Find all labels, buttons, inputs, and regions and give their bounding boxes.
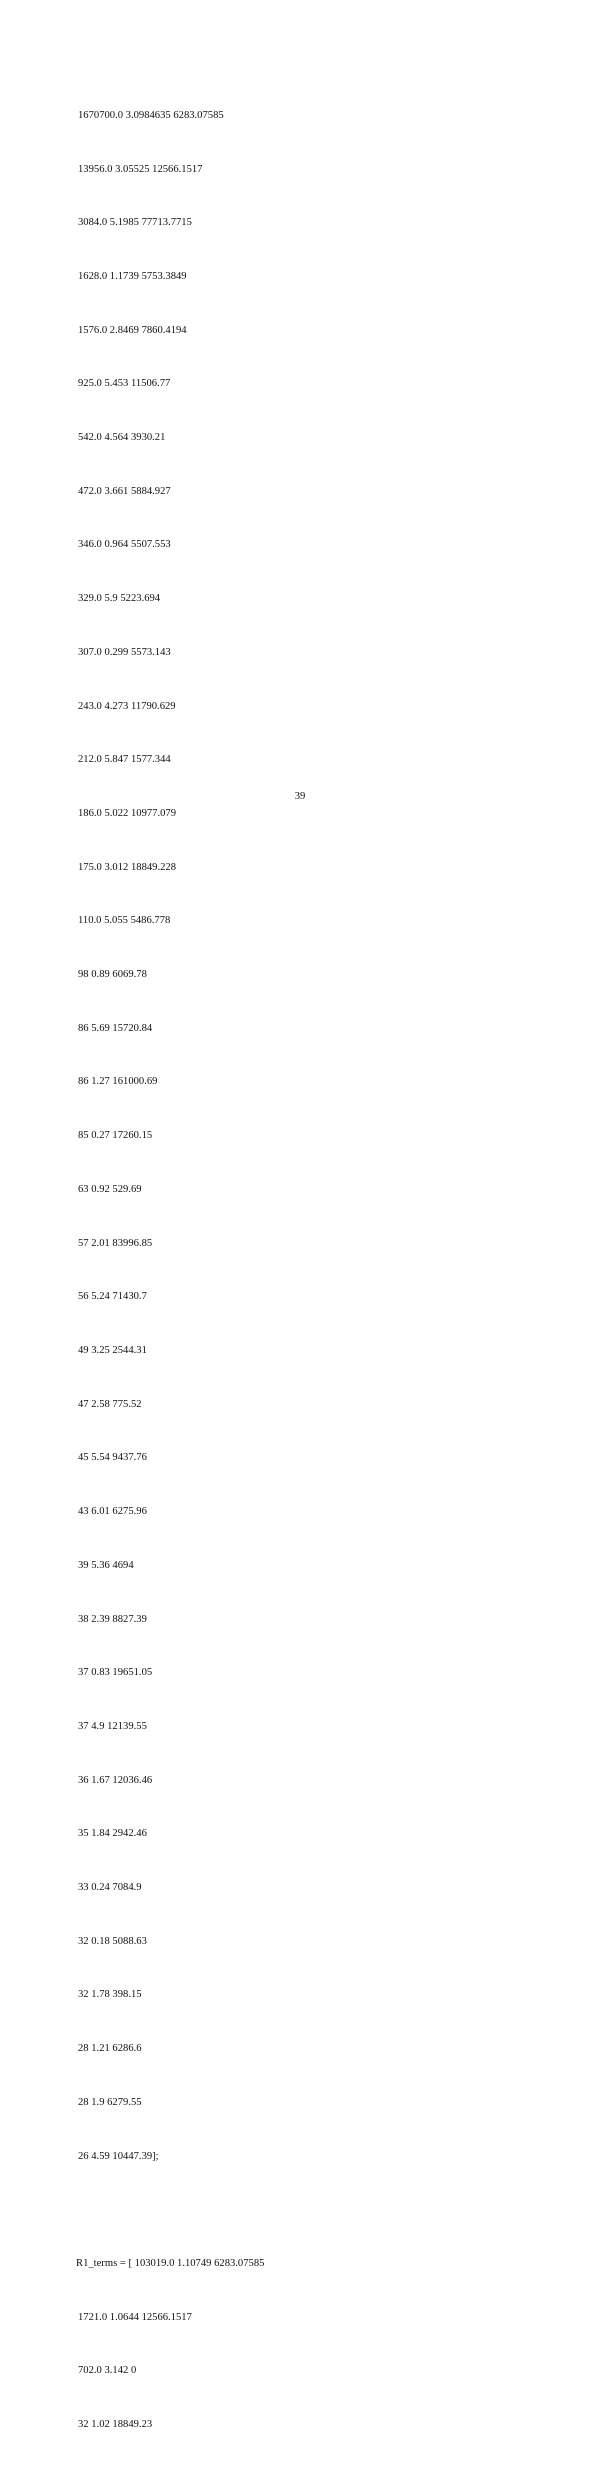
code-line: 98 0.89 6069.78 — [78, 969, 147, 981]
code-line: 32 1.78 398.15 — [78, 1989, 142, 2001]
code-line: 3084.0 5.1985 77713.7715 — [78, 217, 192, 229]
code-line: 1721.0 1.0644 12566.1517 — [78, 2311, 192, 2323]
code-line: 86 5.69 15720.84 — [78, 1022, 153, 1034]
code-line: 243.0 4.273 11790.629 — [78, 700, 176, 712]
code-line: 26 4.59 10447.39]; — [78, 2150, 159, 2162]
code-line: 36 1.67 12036.46 — [78, 1774, 153, 1786]
code-line: 47 2.58 775.52 — [78, 1398, 142, 1410]
code-line: 13956.0 3.05525 12566.1517 — [78, 163, 203, 175]
code-line: 1670700.0 3.0984635 6283.07585 — [78, 109, 224, 121]
code-line: 186.0 5.022 10977.079 — [78, 807, 176, 819]
code-listing — [76, 71, 264, 2470]
code-line: 32 1.02 18849.23 — [78, 2419, 153, 2431]
code-line: 472.0 3.661 5884.927 — [78, 485, 171, 497]
page-number: 39 — [294, 791, 306, 802]
code-line: 28 1.21 6286.6 — [78, 2043, 142, 2055]
code-line: 43 6.01 6275.96 — [78, 1506, 147, 1518]
code-line: 32 0.18 5088.63 — [78, 1935, 147, 1947]
code-line: 38 2.39 8827.39 — [78, 1613, 147, 1625]
code-line: 307.0 0.299 5573.143 — [78, 646, 171, 658]
blank-line — [76, 2201, 264, 2219]
code-line: 329.0 5.9 5223.694 — [78, 593, 161, 605]
code-line-r1-terms: R1_terms = [ 103019.0 1.10749 6283.07585 — [76, 2257, 265, 2269]
code-line: 86 1.27 161000.69 — [78, 1076, 158, 1088]
code-line: 1628.0 1.1739 5753.3849 — [78, 270, 187, 282]
code-line: 925.0 5.453 11506.77 — [78, 378, 171, 390]
code-line: 542.0 4.564 3930.21 — [78, 432, 166, 444]
code-line: 45 5.54 9437.76 — [78, 1452, 147, 1464]
code-line: 49 3.25 2544.31 — [78, 1344, 147, 1356]
code-line: 37 0.83 19651.05 — [78, 1667, 153, 1679]
code-line: 212.0 5.847 1577.344 — [78, 754, 171, 766]
code-line: 63 0.92 529.69 — [78, 1183, 142, 1195]
code-line: 110.0 5.055 5486.778 — [78, 915, 171, 927]
code-line: 1576.0 2.8469 7860.4194 — [78, 324, 187, 336]
code-line: 85 0.27 17260.15 — [78, 1130, 153, 1142]
code-line: 702.0 3.142 0 — [78, 2365, 137, 2377]
code-line: 28 1.9 6279.55 — [78, 2096, 142, 2108]
code-line: 35 1.84 2942.46 — [78, 1828, 147, 1840]
code-line: 346.0 0.964 5507.553 — [78, 539, 171, 551]
code-line: 56 5.24 71430.7 — [78, 1291, 147, 1303]
code-line: 39 5.36 4694 — [78, 1559, 134, 1571]
code-line: 57 2.01 83996.85 — [78, 1237, 153, 1249]
code-line: 175.0 3.012 18849.228 — [78, 861, 176, 873]
code-line: 33 0.24 7084.9 — [78, 1882, 142, 1894]
code-line: 37 4.9 12139.55 — [78, 1720, 147, 1732]
